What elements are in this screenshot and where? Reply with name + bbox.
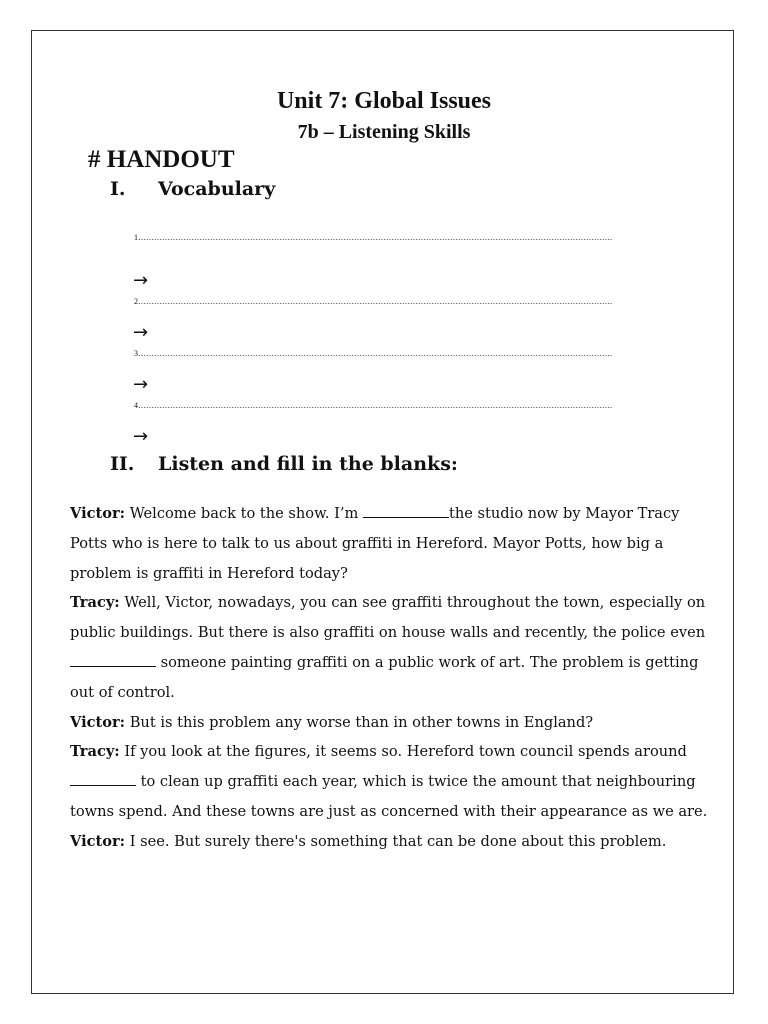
fill-blank[interactable] (70, 652, 156, 667)
section-vocabulary-heading (110, 178, 275, 200)
fill-blank[interactable] (363, 503, 449, 518)
dialogue-line (70, 737, 718, 826)
dialogue-line (70, 708, 718, 738)
dialogue-text: the studio now by Mayor Tracy Potts who is here to talk to us about graffiti in Hereford. Mayor Potts, how big a problem is graffiti in Hereford today? (70, 505, 680, 582)
section-label: Listen and fill in the blanks: (158, 453, 458, 475)
dialogue-line (70, 827, 718, 857)
section-number: I. (110, 178, 126, 200)
arrow-icon: → (133, 322, 149, 343)
page-subtitle: 7b – Listening Skills (297, 121, 471, 143)
dialogue-text: Well, Victor, nowadays, you can see graffiti throughout the town, especially on public buildings. But there is also graffiti on house walls and recently, the police even (70, 594, 706, 642)
vocab-line-2[interactable]: 2……………………………………………………………………………………………………………………………………………………………. (134, 297, 612, 306)
dialogue-text: I see. But surely there's something that can be done about this problem. (125, 832, 667, 850)
speaker-name: Victor: (70, 713, 126, 731)
speaker-name: Victor: (70, 505, 126, 522)
dialogue (70, 499, 718, 857)
fill-blank[interactable] (70, 771, 136, 786)
dialogue-text: But is this problem any worse than in other towns in England? (125, 713, 594, 731)
page-title: Unit 7: Global Issues (276, 88, 492, 114)
dialogue-text: Welcome back to the show. I’m (125, 505, 364, 522)
arrow-icon: → (133, 426, 149, 447)
handout-heading: # HANDOUT (88, 146, 235, 173)
arrow-icon: → (133, 270, 149, 291)
section-label: Vocabulary (158, 178, 276, 200)
section-number: II. (110, 453, 135, 475)
speaker-name: Tracy: (70, 594, 120, 612)
dialogue-text: someone painting graffiti on a public work of art. The problem is getting out of control. (70, 653, 699, 701)
dialogue-text: If you look at the figures, it seems so. Hereford town council spends around (119, 743, 687, 761)
speaker-name: Tracy: (70, 743, 120, 761)
dialogue-line (70, 499, 718, 588)
speaker-name: Victor: (70, 832, 126, 850)
arrow-icon: → (133, 374, 149, 395)
dialogue-text: to clean up graffiti each year, which is twice the amount that neighbouring towns spend. And these towns are just as concerned with their appearance as we are. (70, 773, 708, 820)
section-listening-heading (110, 453, 458, 475)
vocab-line-1[interactable]: 1……………………………………………………………………………………………………………………………………………………………. (134, 233, 612, 242)
vocab-line-3[interactable]: 3……………………………………………………………………………………………………………………………………………………………. (134, 349, 612, 358)
dialogue-line (70, 588, 718, 707)
vocab-line-4[interactable]: 4……………………………………………………………………………………………………………………………………………………………. (134, 401, 612, 410)
